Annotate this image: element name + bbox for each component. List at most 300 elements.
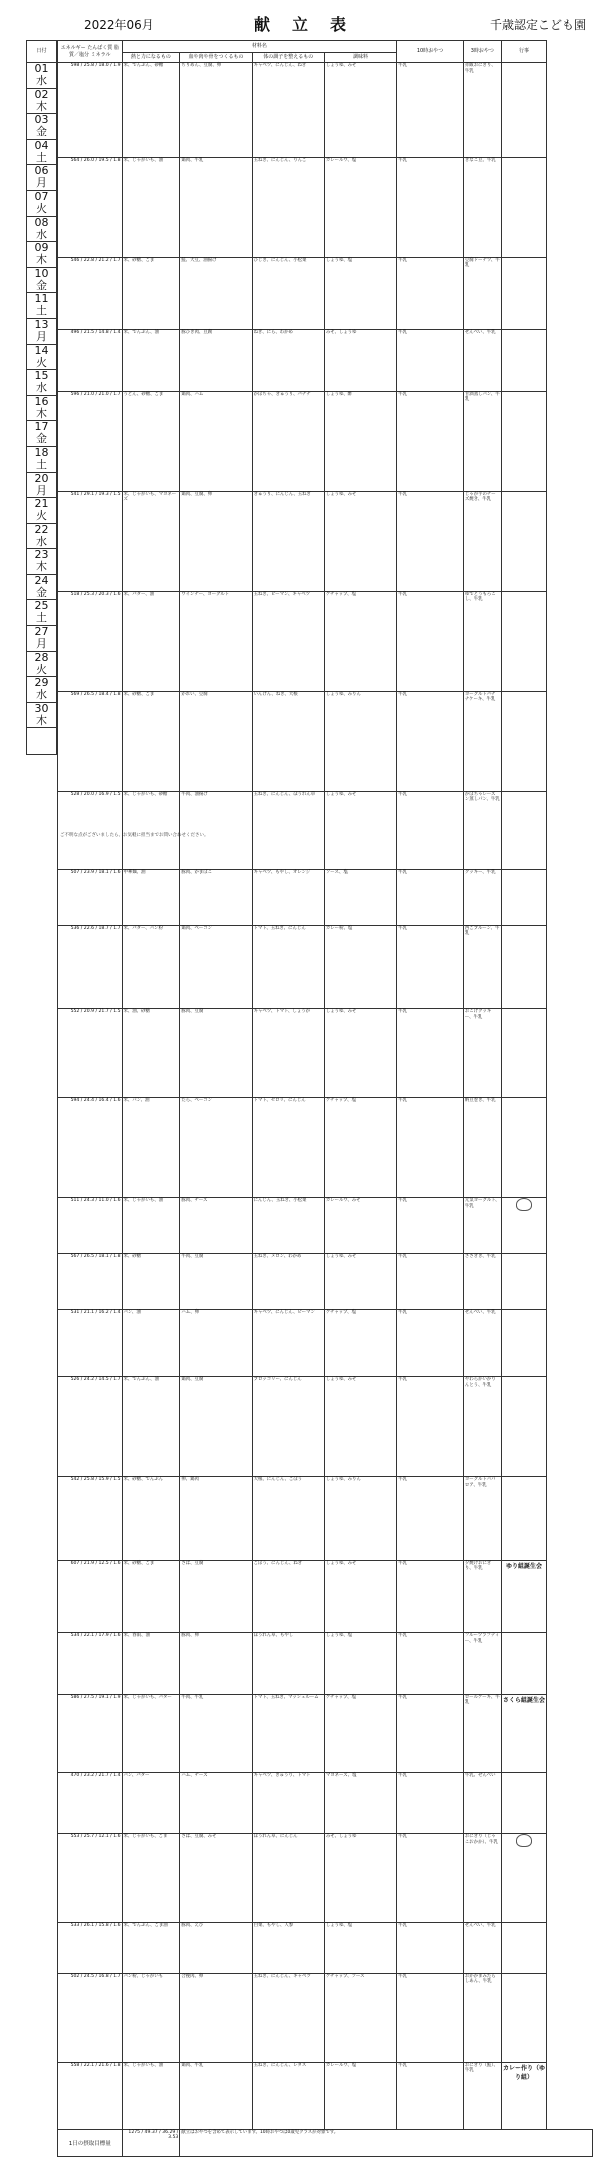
seasoning-cell: しょうゆ、みりん xyxy=(324,691,396,791)
body-foods-cell: ほうれん草、にんじん xyxy=(252,1834,324,1923)
date-header: 日付 xyxy=(27,41,57,63)
body-foods-cell: 玉ねぎ、メロン、わかめ xyxy=(252,1254,324,1310)
snack3-cell: 豆腐ドーナツ、牛乳 xyxy=(463,257,501,330)
summary-values: 1275 / 49.37 / 36.29 / 3.53 xyxy=(122,2129,180,2156)
blood-foods-cell: 牛肉、牛乳 xyxy=(180,1694,252,1772)
body-foods-cell: 白菜、もやし、人参 xyxy=(252,1923,324,1974)
snack3-header: 3時おやつ xyxy=(463,41,501,63)
body-foods-cell: 玉ねぎ、にんじん、ほうれん草 xyxy=(252,791,324,869)
blood-foods-cell: 牛肉、油揚げ xyxy=(180,791,252,869)
blood-foods-cell: 豚肉、豆腐 xyxy=(180,1009,252,1098)
snack3-cell: ゆでとうもろこし、牛乳 xyxy=(463,591,501,691)
energy-foods-cell: 米、砂糖、ごま xyxy=(122,257,180,330)
snack10-cell: 牛乳 xyxy=(397,1633,464,1695)
weekday: 月 xyxy=(36,329,47,343)
energy-group-header: 熱と力になるもの xyxy=(122,53,180,63)
weekday: 金 xyxy=(36,585,47,599)
snack3-cell: やわらかいかりんとう、牛乳 xyxy=(463,1377,501,1477)
date-cell xyxy=(27,216,57,242)
menu-row xyxy=(58,63,593,158)
energy-foods-cell: 米、パン、油 xyxy=(122,1098,180,1198)
energy-foods-cell: 米、油、砂糖 xyxy=(122,1009,180,1098)
nutrition-cell: 531 / 21.1 / 16.2 / 1.4 xyxy=(58,1310,123,1377)
body-foods-cell: ブロッコリー、にんじん xyxy=(252,1377,324,1477)
menu-row xyxy=(58,2062,593,2129)
menu-row xyxy=(58,925,593,1009)
snack3-cell: ロールケーキ、牛乳 xyxy=(463,1694,501,1772)
blood-foods-cell: 豚肉、卵 xyxy=(180,1633,252,1695)
summary-note: 献立はおやつを含めて表示しています。10時おやつは0歳児クラスが対象です。 xyxy=(180,2129,593,2156)
seasoning-cell: ケチャップ、塩 xyxy=(324,1310,396,1377)
date-cell xyxy=(27,267,57,293)
rice-ball-icon xyxy=(516,1834,532,1847)
menu-row xyxy=(58,1923,593,1974)
menu-row xyxy=(58,391,593,491)
day-number: 06 xyxy=(34,164,49,178)
body-foods-cell: きゅうり、にんじん、玉ねぎ xyxy=(252,491,324,591)
menu-row xyxy=(58,1694,593,1772)
nutrition-cell: 607 / 21.9 / 12.5 / 1.6 xyxy=(58,1560,123,1633)
day-number: 02 xyxy=(34,87,49,101)
energy-foods-cell: 米、でんぷん、油 xyxy=(122,1377,180,1477)
energy-foods-cell: 米、砂糖 xyxy=(122,1254,180,1310)
snack10-cell: 牛乳 xyxy=(397,257,464,330)
snack3-cell: おにぎり（じゃこおかか）、牛乳 xyxy=(463,1834,501,1923)
menu-row xyxy=(58,1377,593,1477)
menu-row xyxy=(58,791,593,869)
blood-foods-cell: 合挽肉、卵 xyxy=(180,1973,252,2062)
date-cell xyxy=(27,446,57,472)
weekday: 土 xyxy=(36,150,47,164)
date-cell xyxy=(27,549,57,575)
day-number: 28 xyxy=(34,650,49,664)
energy-foods-cell: うどん、砂糖、ごま xyxy=(122,391,180,491)
snack10-cell: 牛乳 xyxy=(397,391,464,491)
seasoning-cell: しょうゆ、みそ xyxy=(324,791,396,869)
blood-foods-cell: 鶏肉、ハム xyxy=(180,391,252,491)
weekday: 土 xyxy=(36,457,47,471)
body-foods-cell: キャベツ、にんじん、ねぎ xyxy=(252,63,324,158)
energy-foods-cell: 米、じゃがいも、油 xyxy=(122,2062,180,2129)
blood-foods-cell: ハム、卵 xyxy=(180,1310,252,1377)
blood-foods-cell: かれい、豆腐 xyxy=(180,691,252,791)
month-label: 2022年06月 xyxy=(84,18,154,32)
day-number: 29 xyxy=(34,676,49,690)
menu-table xyxy=(57,40,593,2157)
snack10-cell: 牛乳 xyxy=(397,1254,464,1310)
seasoning-cell: カレー粉、塩 xyxy=(324,925,396,1009)
nutrition-cell: 536 / 22.6 / 18.7 / 1.7 xyxy=(58,925,123,1009)
menu-row xyxy=(58,1009,593,1098)
nutrition-cell: 541 / 29.1 / 19.3 / 1.5 xyxy=(58,491,123,591)
blood-foods-cell: 豚肉、かまぼこ xyxy=(180,869,252,925)
event-cell xyxy=(501,591,547,691)
body-foods-cell: キャベツ、にんじん、ピーマン xyxy=(252,1310,324,1377)
menu-row xyxy=(58,1477,593,1561)
nutrition-cell: 528 / 20.0 / 16.9 / 1.5 xyxy=(58,791,123,869)
event-header: 行事 xyxy=(501,41,547,63)
day-number: 01 xyxy=(34,62,49,75)
blood-group-header: 血や肉や骨をつくるもの xyxy=(180,53,252,63)
snack3-cell: 牛乳、せんべい xyxy=(463,1772,501,1834)
menu-row xyxy=(58,691,593,791)
day-number: 30 xyxy=(34,701,49,715)
weekday: 水 xyxy=(36,381,47,395)
seasoning-cell: カレールウ、塩 xyxy=(324,2062,396,2129)
day-number: 08 xyxy=(34,215,49,229)
nutrition-cell: 542 / 25.8 / 15.9 / 1.5 xyxy=(58,1477,123,1561)
date-cell xyxy=(27,114,57,140)
nutrition-cell: 564 / 26.0 / 19.5 / 1.8 xyxy=(58,157,123,257)
event-cell xyxy=(501,691,547,791)
body-foods-cell: ひじき、にんじん、小松菜 xyxy=(252,257,324,330)
nutrition-cell: 496 / 21.5 / 14.8 / 1.4 xyxy=(58,330,123,392)
event-cell xyxy=(501,1377,547,1477)
seasoning-cell: しょうゆ、みりん xyxy=(324,1477,396,1561)
menu-row xyxy=(58,491,593,591)
page-header xyxy=(0,0,600,40)
event-cell xyxy=(501,63,547,158)
event-cell xyxy=(501,791,547,869)
body-foods-cell: ごぼう、にんじん、ねぎ xyxy=(252,1560,324,1633)
energy-foods-cell: 中華麺、油 xyxy=(122,869,180,925)
seasoning-cell: ケチャップ、塩 xyxy=(324,1098,396,1198)
nutrition-cell: 507 / 23.9 / 18.1 / 1.6 xyxy=(58,869,123,925)
energy-foods-cell: パン、バター xyxy=(122,1772,180,1834)
event-cell xyxy=(501,1973,547,2062)
snack3-cell: きなこ豆、牛乳 xyxy=(463,157,501,257)
seasoning-cell: カレールウ、みそ xyxy=(324,1198,396,1254)
snack10-cell: 牛乳 xyxy=(397,1772,464,1834)
date-cell xyxy=(27,190,57,216)
date-cell xyxy=(27,651,57,677)
snack10-cell: 牛乳 xyxy=(397,869,464,925)
snack10-cell: 牛乳 xyxy=(397,1560,464,1633)
date-cell xyxy=(27,574,57,600)
date-cell xyxy=(27,139,57,165)
blood-foods-cell: さば、豆腐 xyxy=(180,1560,252,1633)
event-cell xyxy=(501,1923,547,1974)
seasoning-cell: ソース、塩 xyxy=(324,869,396,925)
body-foods-cell: かぼちゃ、きゅうり、バナナ xyxy=(252,391,324,491)
energy-foods-cell: 米、じゃがいも、マヨネーズ xyxy=(122,491,180,591)
snack3-cell: ささぎき、牛乳 xyxy=(463,1254,501,1310)
blood-foods-cell: 鮭、大豆、油揚げ xyxy=(180,257,252,330)
day-number: 09 xyxy=(34,241,49,255)
body-group-header: 体の調子を整えるもの xyxy=(252,53,324,63)
seasoning-cell: ケチャップ、ソース xyxy=(324,1973,396,2062)
body-foods-cell: キャベツ、トマト、しょうが xyxy=(252,1009,324,1098)
blood-foods-cell: ちりめん、豆腐、卵 xyxy=(180,63,252,158)
date-cell xyxy=(27,395,57,421)
weekday: 水 xyxy=(36,688,47,702)
snack10-cell: 牛乳 xyxy=(397,1973,464,2062)
event-cell xyxy=(501,1633,547,1695)
weekday: 火 xyxy=(36,509,47,523)
menu-row xyxy=(58,1198,593,1254)
body-foods-cell: ねぎ、にら、わかめ xyxy=(252,330,324,392)
blood-foods-cell: たら、ベーコン xyxy=(180,1098,252,1198)
date-cell xyxy=(27,88,57,114)
day-number: 04 xyxy=(34,138,49,152)
snack10-cell: 牛乳 xyxy=(397,1923,464,1974)
seasoning-cell: しょうゆ、みそ xyxy=(324,491,396,591)
body-foods-cell: トマト、玉ねぎ、にんじん xyxy=(252,925,324,1009)
menu-row xyxy=(58,1098,593,1198)
event-cell xyxy=(501,1477,547,1561)
blood-foods-cell: 鶏肉、牛乳 xyxy=(180,2062,252,2129)
snack10-cell: 牛乳 xyxy=(397,157,464,257)
snack10-cell: 牛乳 xyxy=(397,1310,464,1377)
day-number: 22 xyxy=(34,522,49,536)
nutrition-cell: 596 / 21.0 / 21.0 / 1.7 xyxy=(58,391,123,491)
seasoning-cell: みそ、しょうゆ xyxy=(324,1834,396,1923)
snack3-cell: 西ごブルーン、牛乳 xyxy=(463,925,501,1009)
event-cell xyxy=(501,491,547,591)
snack3-cell: ヨーグルトパパロア、牛乳 xyxy=(463,1477,501,1561)
weekday: 火 xyxy=(36,662,47,676)
weekday: 水 xyxy=(36,74,47,87)
weekday: 火 xyxy=(36,201,47,215)
nutrition-cell: 470 / 23.2 / 21.7 / 1.4 xyxy=(58,1772,123,1834)
event-cell xyxy=(501,391,547,491)
seasoning-cell: ケチャップ、塩 xyxy=(324,1694,396,1772)
blood-foods-cell: 鶏肉、ベーコン xyxy=(180,925,252,1009)
body-foods-cell: 玉ねぎ、にんじん、レタス xyxy=(252,2062,324,2129)
energy-foods-cell: 米、じゃがいも、砂糖 xyxy=(122,791,180,869)
body-foods-cell: ほうれん草、もやし xyxy=(252,1633,324,1695)
snack10-header: 10時おやつ xyxy=(397,41,464,63)
energy-foods-cell: 米、砂糖、ごま xyxy=(122,691,180,791)
ingredients-header: 材料名 xyxy=(122,41,397,53)
weekday: 木 xyxy=(36,406,47,420)
energy-foods-cell: 米、でんぷん、油 xyxy=(122,330,180,392)
nutrition-cell: 518 / 25.3 / 20.3 / 1.6 xyxy=(58,591,123,691)
day-number: 24 xyxy=(34,573,49,587)
menu-row xyxy=(58,1834,593,1923)
menu-row xyxy=(58,1633,593,1695)
event-cell xyxy=(501,1198,547,1254)
menu-row xyxy=(58,330,593,392)
seasoning-cell: カレールウ、塩 xyxy=(324,157,396,257)
event-cell xyxy=(501,330,547,392)
nutrition-cell: 534 / 22.1 / 17.9 / 1.6 xyxy=(58,1633,123,1695)
school-name: 千歳認定こども園 xyxy=(489,18,586,32)
snack10-cell: 牛乳 xyxy=(397,691,464,791)
snack10-cell: 牛乳 xyxy=(397,1009,464,1098)
nutrition-cell: 598 / 25.8 / 18.0 / 1.9 xyxy=(58,63,123,158)
blood-foods-cell: ハム、チーズ xyxy=(180,1772,252,1834)
snack10-cell: 牛乳 xyxy=(397,2062,464,2129)
energy-foods-cell: 米、春雨、油 xyxy=(122,1633,180,1695)
snack10-cell: 牛乳 xyxy=(397,330,464,392)
body-foods-cell: 大根、にんじん、ごぼう xyxy=(252,1477,324,1561)
event-cell xyxy=(501,1254,547,1310)
energy-foods-cell: 米、バター、パン粉 xyxy=(122,925,180,1009)
blood-foods-cell: 牛肉、豆腐 xyxy=(180,1254,252,1310)
day-number: 20 xyxy=(34,471,49,485)
seasoning-cell: しょうゆ、みそ xyxy=(324,1254,396,1310)
blood-foods-cell: 鶏肉、豆腐 xyxy=(180,1377,252,1477)
date-cell xyxy=(27,421,57,447)
energy-foods-cell: 米、でんぷん、砂糖 xyxy=(122,63,180,158)
date-cell xyxy=(27,318,57,344)
energy-foods-cell: 米、砂糖、でんぷん xyxy=(122,1477,180,1561)
day-number: 10 xyxy=(34,266,49,280)
day-number: 25 xyxy=(34,599,49,613)
snack10-cell: 牛乳 xyxy=(397,591,464,691)
seasoning-cell: しょうゆ、みそ xyxy=(324,1009,396,1098)
blood-foods-cell: ウインナー、ヨーグルト xyxy=(180,591,252,691)
body-foods-cell: トマト、玉ねぎ、マッシュルーム xyxy=(252,1694,324,1772)
weekday: 水 xyxy=(36,534,47,548)
date-cell xyxy=(27,677,57,703)
seasoning-cell: しょうゆ、みそ xyxy=(324,1377,396,1477)
snack3-cell: かぼちゃレーズン蒸しパン、牛乳 xyxy=(463,791,501,869)
seasoning-cell: しょうゆ、塩 xyxy=(324,1923,396,1974)
weekday: 土 xyxy=(36,304,47,318)
energy-foods-cell: パン、油 xyxy=(122,1310,180,1377)
weekday: 金 xyxy=(36,278,47,292)
date-cell xyxy=(27,600,57,626)
date-cell xyxy=(27,63,57,89)
day-number: 23 xyxy=(34,548,49,562)
rice-ball-icon xyxy=(516,1198,532,1211)
day-number: 11 xyxy=(34,292,49,306)
snack3-cell: 納豆巻き、牛乳 xyxy=(463,1098,501,1198)
summary-date-cell xyxy=(27,728,57,755)
day-number: 03 xyxy=(34,113,49,127)
body-foods-cell: 玉ねぎ、にんじん、りんご xyxy=(252,157,324,257)
body-foods-cell: トマト、セロリ、にんじん xyxy=(252,1098,324,1198)
snack10-cell: 牛乳 xyxy=(397,1477,464,1561)
snack3-cell: せんべい、牛乳 xyxy=(463,1310,501,1377)
date-cell xyxy=(27,344,57,370)
snack3-cell: 元気ヨーグルト、牛乳 xyxy=(463,1198,501,1254)
blood-foods-cell: 豚ひき肉、豆腐 xyxy=(180,330,252,392)
blood-foods-cell: 卵、鶏肉 xyxy=(180,1477,252,1561)
day-number: 21 xyxy=(34,497,49,511)
day-number: 13 xyxy=(34,317,49,331)
snack3-cell: 夕焼けおにぎり、牛乳 xyxy=(463,1560,501,1633)
page-title: 献立表 xyxy=(254,15,369,34)
seasoning-cell: しょうゆ、塩 xyxy=(324,257,396,330)
day-number: 27 xyxy=(34,625,49,639)
event-cell xyxy=(501,925,547,1009)
nutrition-cell: 594 / 24.4 / 16.4 / 1.6 xyxy=(58,1098,123,1198)
energy-foods-cell: 米、バター、油 xyxy=(122,591,180,691)
date-cell xyxy=(27,165,57,191)
body-foods-cell: にんじん、玉ねぎ、小松菜 xyxy=(252,1198,324,1254)
blood-foods-cell: 鶏肉、豆腐、卵 xyxy=(180,491,252,591)
menu-row xyxy=(58,1772,593,1834)
blood-foods-cell: 豚肉、チーズ xyxy=(180,1198,252,1254)
body-foods-cell: キャベツ、もやし、オレンジ xyxy=(252,869,324,925)
seasoning-cell: しょうゆ、みそ xyxy=(324,1560,396,1633)
nutrition-cell: 558 / 22.1 / 21.6 / 1.8 xyxy=(58,2062,123,2129)
seasoning-cell: みそ、しょうゆ xyxy=(324,330,396,392)
menu-row xyxy=(58,1560,593,1633)
menu-row xyxy=(58,591,593,691)
date-cell xyxy=(27,242,57,268)
event-cell xyxy=(501,869,547,925)
nutrition-cell: 546 / 22.8 / 21.2 / 1.7 xyxy=(58,257,123,330)
nutrition-cell: 586 / 27.5 / 19.1 / 1.9 xyxy=(58,1694,123,1772)
snack3-cell: クッキー、牛乳 xyxy=(463,869,501,925)
body-foods-cell: いんげん、ねぎ、大根 xyxy=(252,691,324,791)
menu-row xyxy=(58,157,593,257)
date-cell xyxy=(27,626,57,652)
nutrition-header: エネルギー たんぱく質 脂質／塩分 ミネラル xyxy=(58,41,123,63)
weekday: 木 xyxy=(36,99,47,113)
snack3-cell: フルーツラフティー、牛乳 xyxy=(463,1633,501,1695)
date-cell xyxy=(27,498,57,524)
seasoning-cell: しょうゆ、酢 xyxy=(324,391,396,491)
nutrition-cell: 511 / 24.3 / 11.0 / 1.6 xyxy=(58,1198,123,1254)
snack10-cell: 牛乳 xyxy=(397,1694,464,1772)
day-number: 14 xyxy=(34,343,49,357)
energy-foods-cell: 米、じゃがいも、ごま xyxy=(122,1834,180,1923)
event-cell: さくら組誕生会 xyxy=(501,1694,547,1772)
event-cell xyxy=(501,1098,547,1198)
seasoning-cell: マヨネーズ、塩 xyxy=(324,1772,396,1834)
seasoning-cell: しょうゆ、みそ xyxy=(324,63,396,158)
weekday: 火 xyxy=(36,355,47,369)
nutrition-cell: 569 / 26.5 / 18.4 / 1.8 xyxy=(58,691,123,791)
energy-foods-cell: 米、砂糖、ごま xyxy=(122,1560,180,1633)
weekday: 水 xyxy=(36,227,47,241)
blood-foods-cell: 鶏肉、牛乳 xyxy=(180,157,252,257)
weekday: 月 xyxy=(36,637,47,651)
snack3-cell: 甘酒蒸しパン、牛乳 xyxy=(463,391,501,491)
date-cell xyxy=(27,370,57,396)
event-cell xyxy=(501,1009,547,1098)
day-number: 18 xyxy=(34,445,49,459)
snack10-cell: 牛乳 xyxy=(397,1098,464,1198)
snack3-cell: おにぎり（鮭）、牛乳 xyxy=(463,2062,501,2129)
seasoning-cell: しょうゆ、塩 xyxy=(324,1633,396,1695)
nutrition-cell: 552 / 20.9 / 21.7 / 1.5 xyxy=(58,1009,123,1098)
event-cell: カレー作り（ゆり組） xyxy=(501,2062,547,2129)
date-cell xyxy=(27,472,57,498)
event-cell: ゆり組誕生会 xyxy=(501,1560,547,1633)
menu-row xyxy=(58,1254,593,1310)
snack3-cell: ヨーグルトバナナケーキ、牛乳 xyxy=(463,691,501,791)
day-number: 17 xyxy=(34,420,49,434)
day-number: 16 xyxy=(34,394,49,408)
weekday: 金 xyxy=(36,125,47,139)
snack10-cell: 牛乳 xyxy=(397,1834,464,1923)
weekday: 木 xyxy=(36,713,47,727)
snack3-cell: 赤飯おにぎり、牛乳 xyxy=(463,63,501,158)
event-cell xyxy=(501,1772,547,1834)
nutrition-cell: 553 / 25.7 / 12.1 / 1.6 xyxy=(58,1834,123,1923)
snack10-cell: 牛乳 xyxy=(397,1198,464,1254)
event-cell xyxy=(501,1310,547,1377)
weekday: 木 xyxy=(36,253,47,267)
event-cell xyxy=(501,157,547,257)
snack3-cell: じゃが芋のチーズ焼き、牛乳 xyxy=(463,491,501,591)
menu-row xyxy=(58,257,593,330)
seasoning-cell: ケチャップ、塩 xyxy=(324,591,396,691)
snack3-cell: おかかまみたらしあん、牛乳 xyxy=(463,1973,501,2062)
body-foods-cell: 玉ねぎ、ピーマン、キャベツ xyxy=(252,591,324,691)
blood-foods-cell: さば、豆腐、みそ xyxy=(180,1834,252,1923)
weekday: 月 xyxy=(36,483,47,497)
nutrition-cell: 567 / 26.5 / 18.1 / 1.8 xyxy=(58,1254,123,1310)
event-cell xyxy=(501,1834,547,1923)
body-foods-cell: キャベツ、きゅうり、トマト xyxy=(252,1772,324,1834)
